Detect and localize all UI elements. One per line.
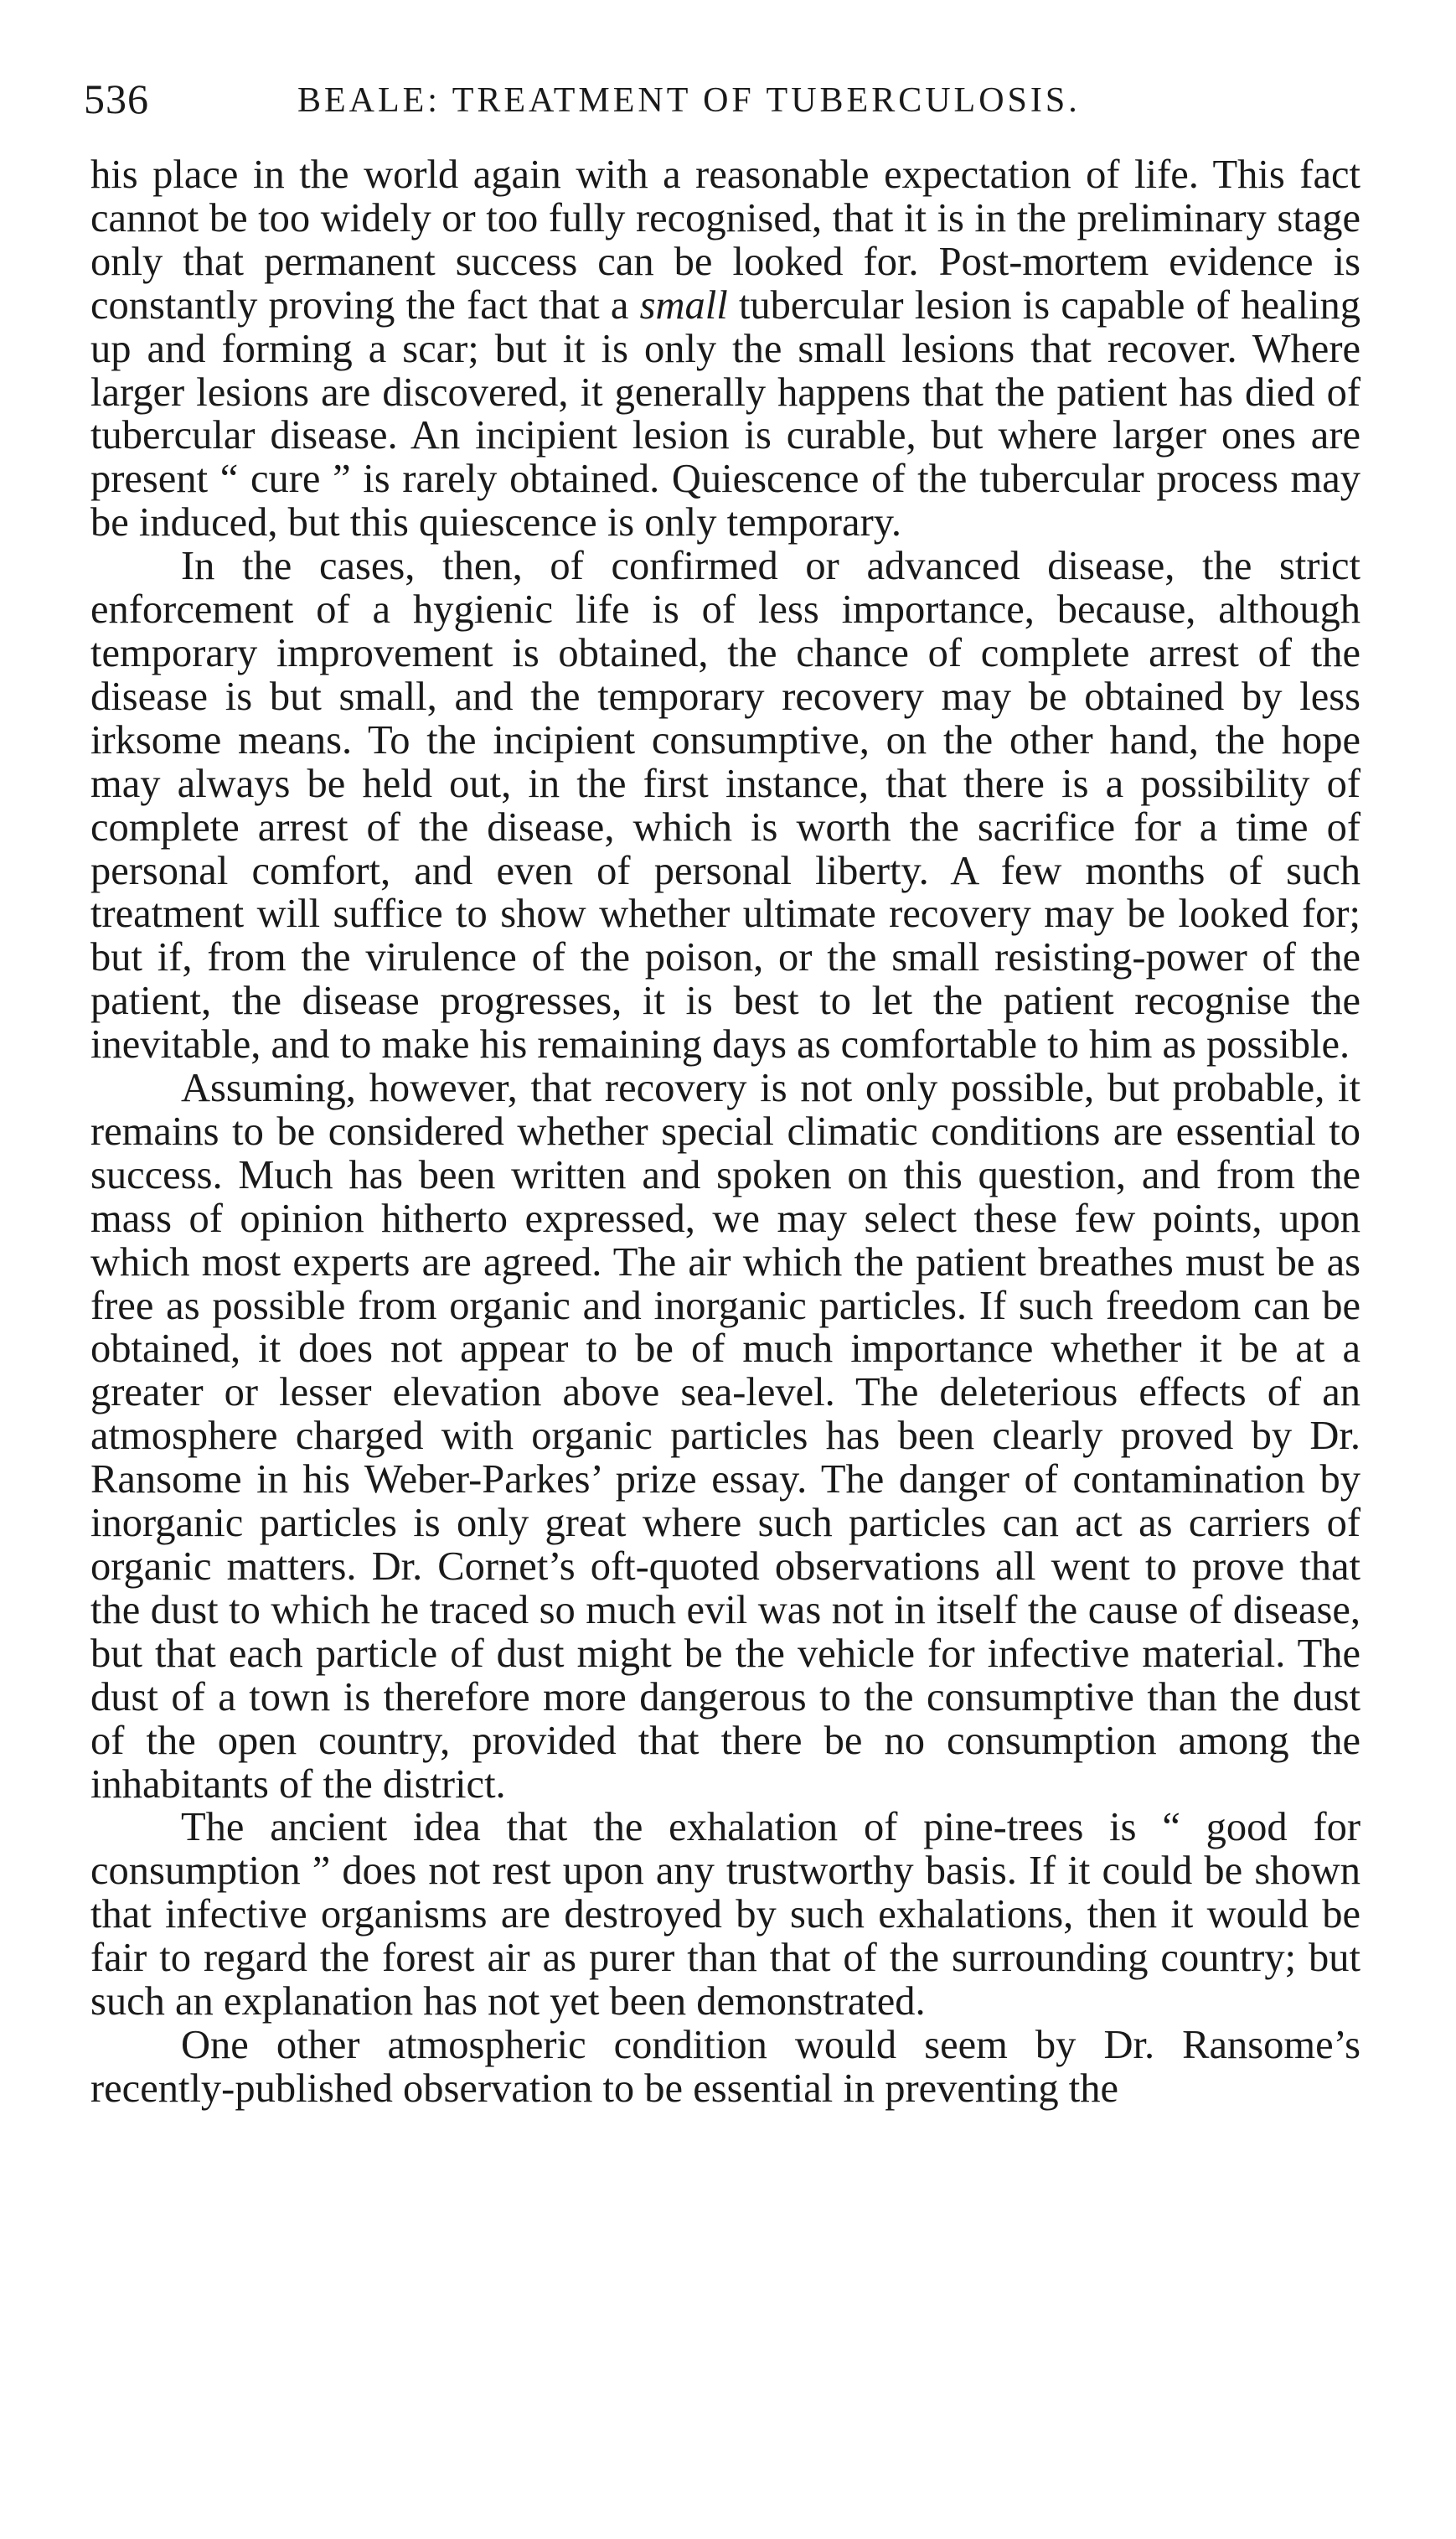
paragraph-3: Assuming, however, that recovery is not only possible, but probable, it remains to be considered whether special climatic conditions are essential to success. Much has been written and spoken on this question, and from the mass of opinion hitherto expressed, we may select these few points, upon which most experts are agreed. The air which the patient breathes must be as free as possible from organic and inorganic particles. If such freedom can be obtained, it does not appear to be of much importance whether it be at a greater or lesser elevation above sea-level. The deleterious effects of an atmosphere charged with organic particles has been clearly proved by Dr. Ransome in his Weber-Parkes’ prize essay. The danger of contamination by inorganic particles is only great where such particles can act as carriers of organic matters. Dr. Cornet’s oft-quoted observations all went to prove that the dust to which he traced so much evil was not in itself the cause of disease, but that each particle of dust might be the vehicle for infective material. The dust of a town is therefore more dangerous to the consumptive than the dust of the open country, provided that there be no consumption among the inhabitants of the district.: [90, 1066, 1360, 1807]
paragraph-4: The ancient idea that the exhalation of pine-trees is “ good for consumption ” does not rest upon any trustworthy basis. If it could be shown that infective organisms are destroyed by such exhalations, then it would be fair to regard the forest air as purer than that of the surrounding country; but such an explanation has not yet been demonstrated.: [90, 1805, 1360, 2024]
paragraph-2: In the cases, then, of confirmed or advanced disease, the strict enforcement of a hygienic life is of less importance, because, although temporary improvement is obtained, the chance of complete arrest of the disease is but small, and the temporary recovery may be obtained by less irksome means. To the incipient consumptive, on the other hand, the hope may always be held out, in the first instance, that there is a possibility of complete arrest of the disease, which is worth the sacrifice for a time of personal comfort, and even of personal liberty. A few months of such treatment will suffice to show whether ultimate recovery may be looked for; but if, from the virulence of the poison, or the small resisting-power of the patient, the disease progresses, it is best to let the patient recognise the inevitable, and to make his remaining days as comfortable to him as possible.: [90, 544, 1360, 1068]
body-text: [90, 153, 1360, 2111]
page-header: [84, 74, 1391, 132]
paragraph-1-text-end: tubercular lesion is capable of healing up and forming a scar; but it is only the small lesions that recover. Where larger lesions are discovered, it generally happens that the patient has died of tubercular disease. An incipient lesion is curable, but where larger ones are present “ cure ” is rarely obtained. Quiescence of the tubercular process may be induced, but this quiescence is only temporary.: [90, 282, 1360, 546]
running-head: BEALE: TREATMENT OF TUBERCULOSIS.: [297, 81, 1081, 120]
page-number: 536: [84, 75, 149, 122]
paragraph-1-emphasis: small: [639, 282, 728, 328]
paragraph-1: [90, 153, 1360, 545]
paragraph-1-text-start: his place in the world again with a reasonable expectation of life. This fact cannot be too widely or too fully recognised, that it is in the preliminary stage only that permanent success can be looked for. Post-mortem evidence is constantly proving the fact that a: [90, 153, 1360, 328]
paragraph-5: One other atmospheric condition would seem by Dr. Ransome’s recently-published observation to be essential in preventing the: [90, 2022, 1360, 2111]
